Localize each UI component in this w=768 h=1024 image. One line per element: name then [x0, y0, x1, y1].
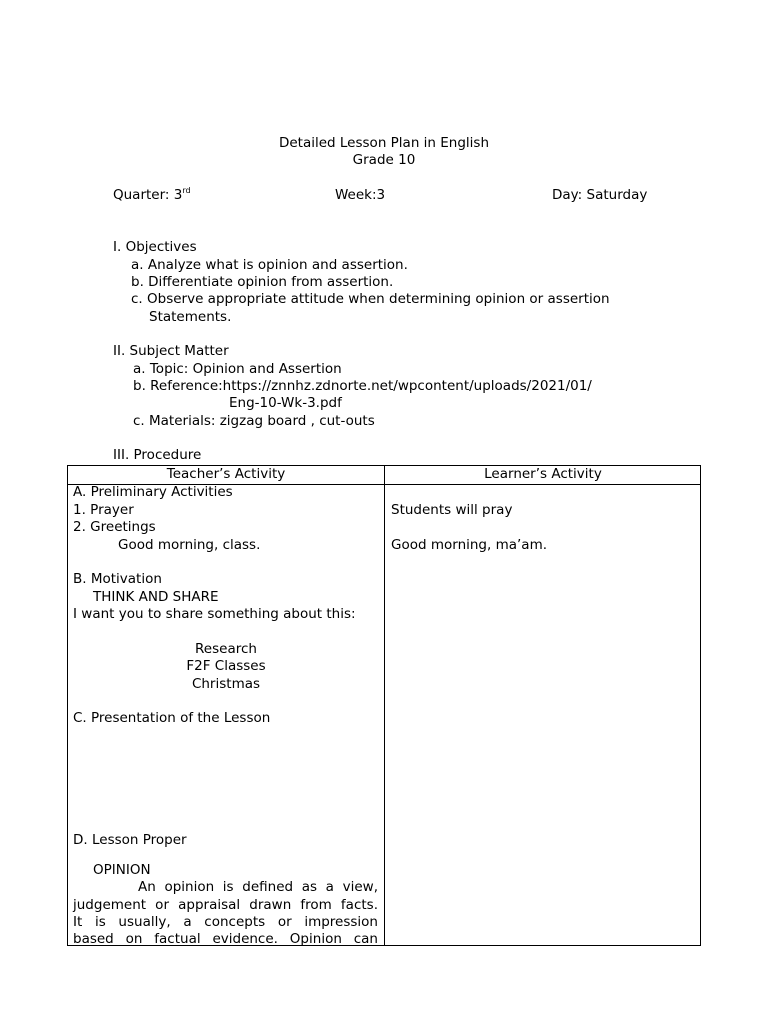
subject-matter-heading: II. Subject Matter — [113, 343, 229, 359]
greetings-item: 2. Greetings — [73, 519, 156, 535]
teacher-column-header: Teacher’s Activity — [166, 466, 286, 482]
motivation-heading: B. Motivation — [73, 571, 162, 587]
opinion-heading: OPINION — [93, 862, 151, 878]
opinion-line: judgement or appraisal drawn from facts. — [73, 897, 378, 913]
think-share-label: THINK AND SHARE — [93, 589, 219, 605]
share-prompt: I want you to share something about this: — [73, 606, 356, 622]
preliminary-activities: A. Preliminary Activities — [73, 484, 233, 500]
opinion-line: An opinion is defined as a view, — [138, 879, 378, 895]
learner-prayer: Students will pray — [391, 502, 513, 518]
teacher-greeting: Good morning, class. — [118, 537, 261, 553]
objective-continuation: Statements. — [149, 309, 232, 325]
quarter-label — [113, 187, 191, 204]
grade-label: Grade 10 — [352, 152, 416, 168]
opinion-line: It is usually, a concepts or impression — [73, 914, 378, 930]
share-topic: Research — [195, 641, 257, 657]
presentation-heading: C. Presentation of the Lesson — [73, 710, 271, 726]
topic-line: a. Topic: Opinion and Assertion — [133, 361, 342, 377]
learner-greeting: Good morning, ma’am. — [391, 537, 548, 553]
column-divider — [384, 466, 385, 945]
share-topic: Christmas — [191, 676, 261, 692]
lesson-proper-heading: D. Lesson Proper — [73, 832, 187, 848]
procedure-table — [67, 465, 701, 946]
learner-column-header: Learner’s Activity — [484, 466, 602, 482]
objectives-heading: I. Objectives — [113, 239, 197, 255]
objective-item: b. Differentiate opinion from assertion. — [131, 274, 394, 290]
objective-item: a. Analyze what is opinion and assertion. — [131, 257, 408, 273]
page-title: Detailed Lesson Plan in English — [278, 135, 490, 151]
prayer-item: 1. Prayer — [73, 502, 134, 518]
share-topic: F2F Classes — [186, 658, 266, 674]
week-label: Week:3 — [335, 187, 386, 203]
procedure-heading: III. Procedure — [113, 447, 202, 463]
materials-line: c. Materials: zigzag board , cut-outs — [133, 413, 375, 429]
objective-item: c. Observe appropriate attitude when determining opinion or assertion — [131, 291, 610, 307]
opinion-line: based on factual evidence. Opinion can — [73, 931, 378, 947]
quarter-suffix: rd — [182, 186, 191, 195]
day-label: Day: Saturday — [552, 187, 648, 203]
reference-continuation: Eng-10-Wk-3.pdf — [229, 395, 342, 411]
reference-line: b. Reference:https://znnhz.zdnorte.net/wpcontent/uploads/2021/01/ — [133, 378, 592, 394]
quarter-text: Quarter: 3 — [113, 187, 183, 203]
